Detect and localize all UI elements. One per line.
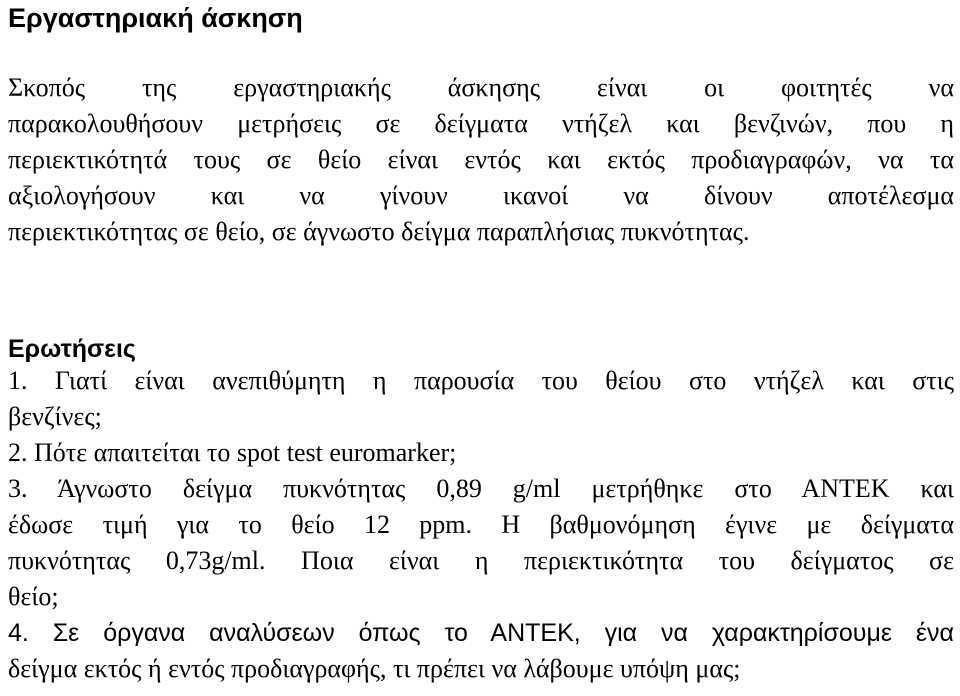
page-title: Εργαστηριακή άσκηση [8,3,303,33]
question-line: 2. Πότε απαιτείται το spot test euromarker; [8,438,457,467]
purpose-paragraph [8,70,954,250]
purpose-line: περιεκτικότητά τους σε θείο είναι εντός και εκτός προδιαγραφών, να τα [8,145,954,174]
purpose-line: περιεκτικότητας σε θείο, σε άγνωστο δείγμα παραπλήσιας πυκνότητας. [8,217,750,246]
purpose-line: αξιολογήσουν και να γίνουν ικανοί να δίνουν αποτέλεσμα [8,181,954,210]
question-line: δείγμα εκτός ή εντός προδιαγραφής, τι πρέπει να λάβουμε υπόψη μας; [8,654,741,683]
question-line: 4. Σε όργανα αναλύσεων όπως το ΑΝΤΕΚ, για να χαρακτηρίσουμε ένα [8,619,954,647]
question-line: 3. Άγνωστο δείγμα πυκνότητας 0,89 g/ml μετρήθηκε στο ΑΝΤΕΚ και [8,474,954,503]
questions-list [8,363,954,687]
purpose-line: παρακολουθήσουν μετρήσεις σε δείγματα ντήζελ και βενζινών, που η [8,109,954,138]
question-line: βενζίνες; [8,402,102,431]
question-line: 1. Γιατί είναι ανεπιθύμητη η παρουσία του θείου στο ντήζελ και στις [8,366,954,395]
document-page [8,0,954,696]
purpose-line: Σκοπός της εργαστηριακής άσκησης είναι οι φοιτητές να [8,73,954,102]
question-line: πυκνότητας 0,73g/ml. Ποια είναι η περιεκτικότητα του δείγματος σε [8,546,954,575]
question-line: θείο; [8,582,59,611]
questions-heading: Ερωτήσεις [8,335,136,363]
question-line: έδωσε τιμή για το θείο 12 ppm. Η βαθμονόμηση έγινε με δείγματα [8,510,954,539]
